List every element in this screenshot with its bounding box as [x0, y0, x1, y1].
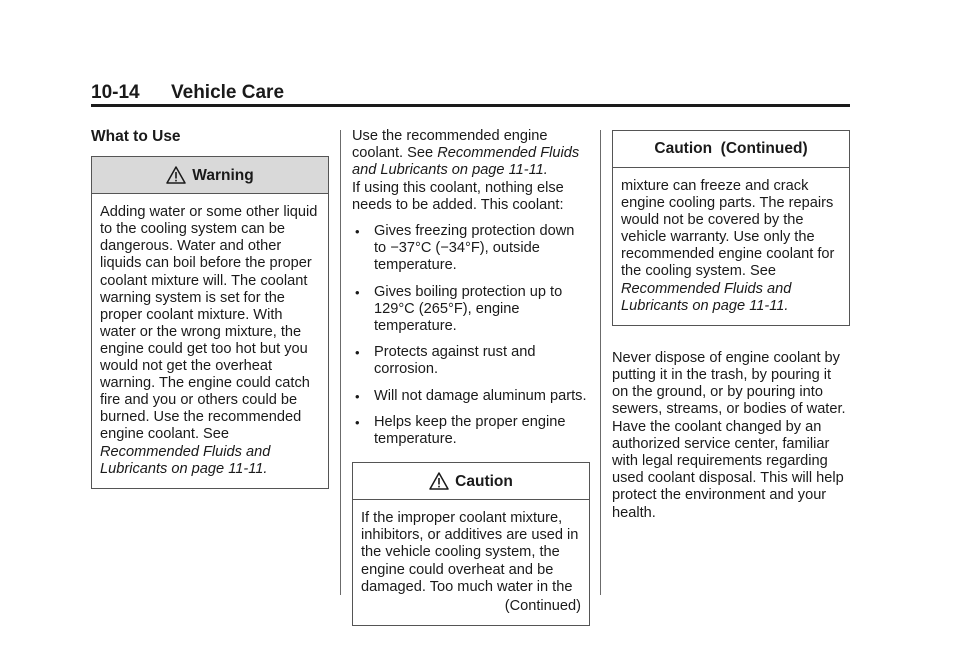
column-3 [612, 130, 850, 522]
caution-text: If the improper coolant mixture, inhibitors, or additives are used in the vehicle cooling system, the engine could overheat and be damaged. Too much water in the [361, 510, 579, 595]
caution-body [353, 500, 589, 625]
column-1 [91, 128, 329, 489]
caution-continued-header [613, 131, 849, 168]
header-rule [91, 104, 850, 107]
list-item: • Protects against rust and corrosion. [355, 344, 536, 378]
caution-continued-title: Caution (Continued) [654, 140, 808, 158]
section-title: Vehicle Care [171, 82, 285, 103]
warning-body [92, 194, 328, 488]
intro-text: Use the recommended engine coolant. See Recommended Fluids and Lubricants on page 11-11. [352, 128, 580, 179]
column-divider [340, 130, 341, 595]
bullet-icon: • [355, 345, 360, 361]
caution-box [352, 462, 590, 626]
list-item: • Gives boiling protection up to 129°C (265°F), engine temperature. [355, 283, 563, 335]
continued-label: (Continued) [504, 597, 581, 614]
bullet-icon: • [355, 224, 360, 240]
warning-text: Adding water or some other liquid to the cooling system can be dangerous. Water and other liquids can boil before the proper coolant mixture will. The coolant warning system is set for the proper coolant mixture. With water or the wrong mixture, the engine could get too hot but you would not get the overheat warning. The engine could catch fire and you or others could be burned. Use the recommended engine coolant. See [100, 204, 318, 443]
caution-continued-reference: Recommended Fluids and Lubricants on page 11-11. [621, 280, 792, 314]
warning-triangle-icon [166, 166, 186, 184]
caution-continued-box [612, 130, 850, 326]
warning-title: Warning [192, 166, 254, 184]
warning-triangle-icon [429, 472, 449, 490]
bullet-icon: • [355, 414, 360, 430]
warning-box [91, 156, 329, 489]
caution-continued-body [613, 168, 849, 325]
column-2 [352, 128, 590, 626]
disposal-paragraph: Never dispose of engine coolant by putting it in the trash, by pouring it on the ground, or by pouring into sewers, streams, or bodies of water. Have the coolant changed by an authorized service center, familiar with legal requirements regarding used coolant disposal. This will help protect the environment and your health. [612, 349, 846, 521]
caution-continued-text: mixture can freeze and crack engine cooling parts. The repairs would not be covered by the vehicle warranty. Use only the recommended engine coolant for the cooling system. See [621, 178, 835, 280]
page-header [91, 82, 850, 106]
page-number: 10-14 [91, 82, 140, 103]
bullet-icon: • [355, 388, 360, 404]
caution-title: Caution [455, 472, 513, 490]
intro-text-2: If using this coolant, nothing else needs to be added. This coolant: [352, 179, 564, 213]
list-item: • Will not damage aluminum parts. [355, 387, 587, 404]
column-divider [600, 130, 601, 595]
coolant-properties-list [352, 223, 590, 448]
caution-header [353, 463, 589, 500]
bullet-icon: • [355, 284, 360, 300]
warning-header [92, 157, 328, 194]
intro-reference: Recommended Fluids and Lubricants on page 11-11. [352, 145, 580, 179]
subsection-heading: What to Use [91, 128, 181, 145]
list-item: • Gives freezing protection down to −37°C (−34°F), outside temperature. [355, 223, 575, 274]
list-item: • Helps keep the proper engine temperature. [355, 413, 566, 448]
warning-reference: Recommended Fluids and Lubricants on page 11-11. [100, 443, 271, 477]
